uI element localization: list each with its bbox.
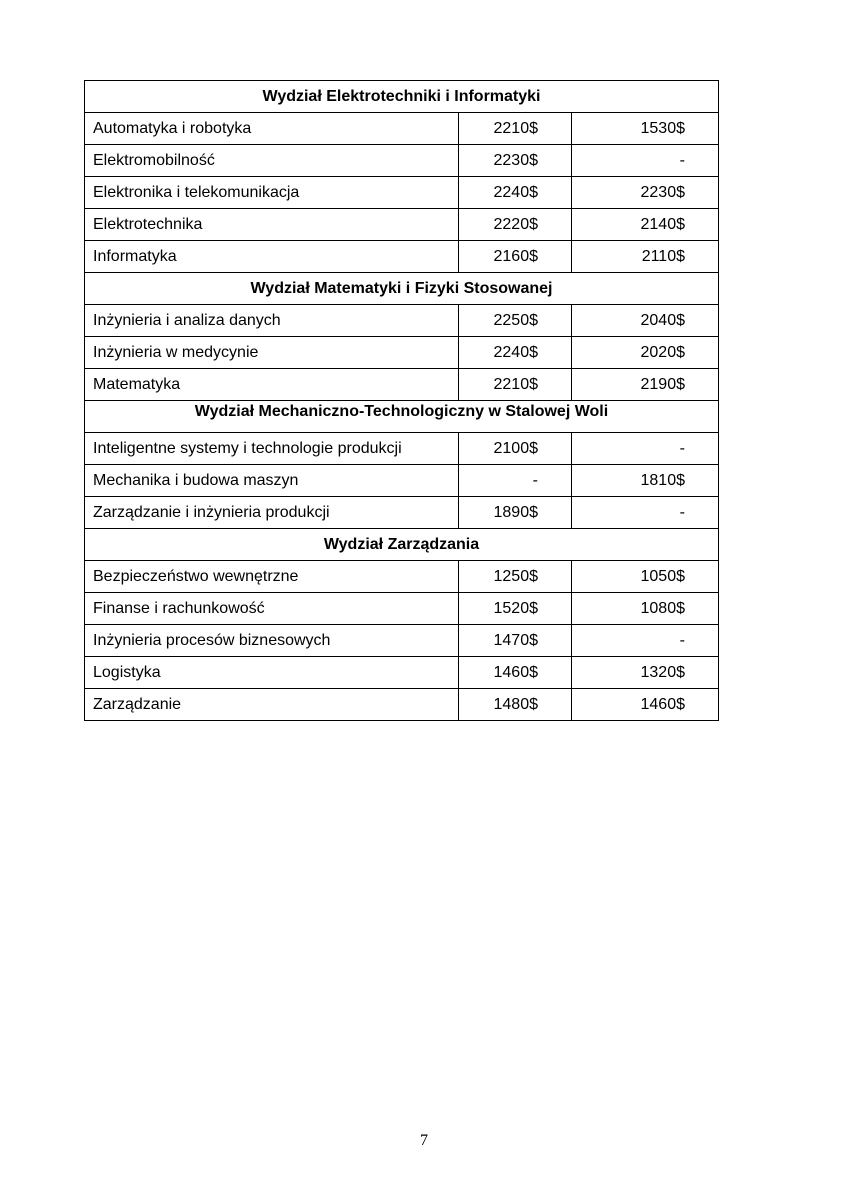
program-name: Logistyka xyxy=(85,657,459,689)
fee-value: 2210$ xyxy=(459,369,572,401)
table-row xyxy=(85,241,719,273)
faculty-header-row xyxy=(85,401,719,433)
table-row xyxy=(85,689,719,721)
table-row xyxy=(85,369,719,401)
fee-value: 2140$ xyxy=(572,209,719,241)
program-name: Elektronika i telekomunikacja xyxy=(85,177,459,209)
program-name: Inżynieria w medycynie xyxy=(85,337,459,369)
fee-value: 1890$ xyxy=(459,497,572,529)
program-name: Finanse i rachunkowość xyxy=(85,593,459,625)
faculty-header-row xyxy=(85,529,719,561)
table-row xyxy=(85,561,719,593)
table-row xyxy=(85,465,719,497)
table-row xyxy=(85,337,719,369)
fee-value: 1460$ xyxy=(572,689,719,721)
program-name: Matematyka xyxy=(85,369,459,401)
faculty-name: Wydział Elektrotechniki i Informatyki xyxy=(85,81,719,113)
table-row xyxy=(85,113,719,145)
fee-value: 1050$ xyxy=(572,561,719,593)
table-row xyxy=(85,177,719,209)
fee-value: - xyxy=(459,465,572,497)
fee-value: 2220$ xyxy=(459,209,572,241)
program-name: Elektromobilność xyxy=(85,145,459,177)
fee-value: 1810$ xyxy=(572,465,719,497)
fee-value: 1480$ xyxy=(459,689,572,721)
faculty-header-row xyxy=(85,273,719,305)
tuition-fee-table xyxy=(84,80,719,721)
fee-value: 2240$ xyxy=(459,177,572,209)
fee-value: - xyxy=(572,497,719,529)
fee-value: 2020$ xyxy=(572,337,719,369)
fee-value: 1520$ xyxy=(459,593,572,625)
fee-value: 1530$ xyxy=(572,113,719,145)
fee-value: 2040$ xyxy=(572,305,719,337)
fee-value: 1460$ xyxy=(459,657,572,689)
fee-value: 2100$ xyxy=(459,433,572,465)
fee-value: 2160$ xyxy=(459,241,572,273)
fee-value: 2230$ xyxy=(572,177,719,209)
faculty-header-row xyxy=(85,81,719,113)
table-row xyxy=(85,433,719,465)
fee-value: 2250$ xyxy=(459,305,572,337)
page-number: 7 xyxy=(420,1132,428,1149)
fee-value: - xyxy=(572,145,719,177)
program-name: Bezpieczeństwo wewnętrzne xyxy=(85,561,459,593)
table-row xyxy=(85,305,719,337)
faculty-name: Wydział Matematyki i Fizyki Stosowanej xyxy=(85,273,719,305)
table-row xyxy=(85,625,719,657)
program-name: Mechanika i budowa maszyn xyxy=(85,465,459,497)
program-name: Elektrotechnika xyxy=(85,209,459,241)
program-name: Informatyka xyxy=(85,241,459,273)
fee-value: 2210$ xyxy=(459,113,572,145)
program-name: Zarządzanie xyxy=(85,689,459,721)
fee-value: - xyxy=(572,625,719,657)
fee-value: 1080$ xyxy=(572,593,719,625)
program-name: Inteligentne systemy i technologie produkcji xyxy=(85,433,459,465)
fee-value: 1320$ xyxy=(572,657,719,689)
table-row xyxy=(85,145,719,177)
faculty-name: Wydział Mechaniczno-Technologiczny w Stalowej Woli xyxy=(85,401,719,433)
program-name: Zarządzanie i inżynieria produkcji xyxy=(85,497,459,529)
table-row xyxy=(85,497,719,529)
fee-value: 2190$ xyxy=(572,369,719,401)
fee-value: - xyxy=(572,433,719,465)
program-name: Automatyka i robotyka xyxy=(85,113,459,145)
fee-value: 1250$ xyxy=(459,561,572,593)
fee-value: 1470$ xyxy=(459,625,572,657)
table-row xyxy=(85,657,719,689)
program-name: Inżynieria procesów biznesowych xyxy=(85,625,459,657)
program-name: Inżynieria i analiza danych xyxy=(85,305,459,337)
table-row xyxy=(85,209,719,241)
fee-value: 2110$ xyxy=(572,241,719,273)
fee-value: 2240$ xyxy=(459,337,572,369)
fee-value: 2230$ xyxy=(459,145,572,177)
faculty-name: Wydział Zarządzania xyxy=(85,529,719,561)
table-row xyxy=(85,593,719,625)
